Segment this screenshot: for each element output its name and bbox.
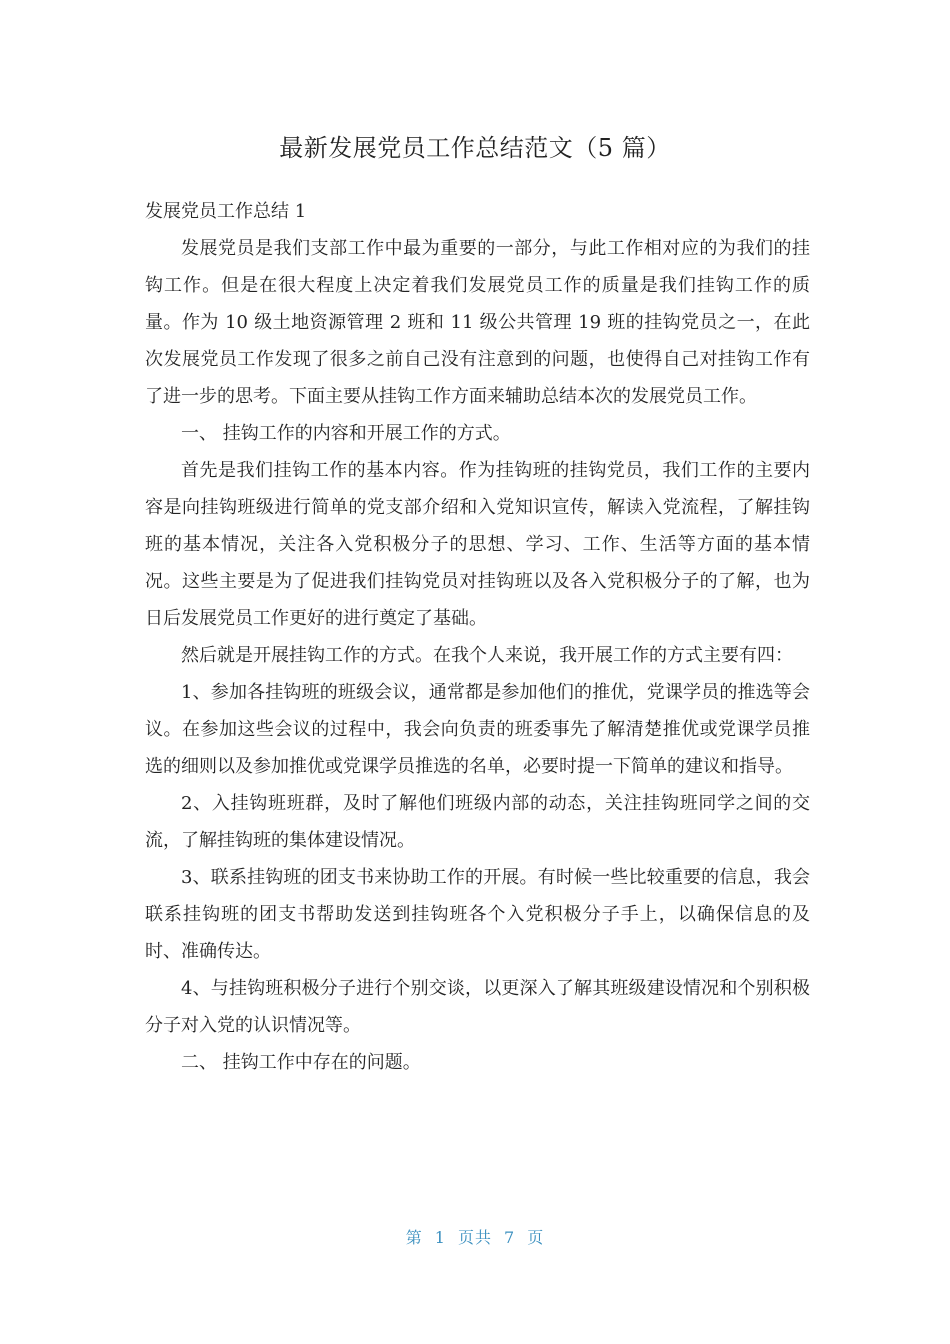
- section-heading-one: 一、 挂钩工作的内容和开展工作的方式。: [181, 423, 511, 444]
- paragraph-methods: 然后就是开展挂钩工作的方式。在我个人来说，我开展工作的方式主要有四：: [181, 645, 793, 666]
- page-number-footer: [0, 1226, 950, 1250]
- document-title: 最新发展党员工作总结范文（5 篇）: [279, 134, 671, 162]
- paragraph-intro: 发展党员是我们支部工作中最为重要的一部分，与此工作相对应的为我们的挂钩工作。但是在很大程度上决定着我们发展党员工作的质量是我们挂钩工作的质量。作为 10 级土地资源管理 2 班和 11 级公共管理 19 班的挂钩党员之一，在此次发展党员工作发现了很多之前自己没有注意到的问题，也使得自己对挂钩工作有了进一步的思考。下面主要从挂钩工作方面来辅助总结本次的发展党员工作。: [145, 238, 810, 407]
- paragraph-content: 首先是我们挂钩工作的基本内容。作为挂钩班的挂钩党员，我们工作的主要内容是向挂钩班级进行简单的党支部介绍和入党知识宣传，解读入党流程，了解挂钩班的基本情况，关注各入党积极分子的思想、学习、工作、生活等方面的基本情况。这些主要是为了促进我们挂钩党员对挂钩班以及各入党积极分子的了解，也为日后发展党员工作更好的进行奠定了基础。: [145, 460, 810, 629]
- list-item-3: 3、联系挂钩班的团支书来协助工作的开展。有时候一些比较重要的信息，我会联系挂钩班的团支书帮助发送到挂钩班各个入党积极分子手上，以确保信息的及时、准确传达。: [145, 867, 810, 962]
- footer-prefix: 第: [405, 1228, 423, 1247]
- document-body: [145, 193, 810, 1081]
- section-heading-two: 二、 挂钩工作中存在的问题。: [181, 1052, 421, 1073]
- footer-total-pages: 7: [504, 1228, 516, 1247]
- footer-suffix: 页: [527, 1228, 545, 1247]
- section-subtitle: 发展党员工作总结 1: [145, 201, 307, 222]
- list-item-2: 2、入挂钩班班群，及时了解他们班级内部的动态，关注挂钩班同学之间的交流，了解挂钩班的集体建设情况。: [145, 793, 810, 851]
- footer-current-page: 1: [434, 1228, 446, 1247]
- footer-middle: 页共: [457, 1228, 492, 1247]
- list-item-4: 4、与挂钩班积极分子进行个别交谈，以更深入了解其班级建设情况和个别积极分子对入党的认识情况等。: [145, 978, 810, 1036]
- list-item-1: 1、参加各挂钩班的班级会议，通常都是参加他们的推优，党课学员的推选等会议。在参加这些会议的过程中，我会向负责的班委事先了解清楚推优或党课学员推选的细则以及参加推优或党课学员推选的名单，必要时提一下简单的建议和指导。: [145, 682, 810, 777]
